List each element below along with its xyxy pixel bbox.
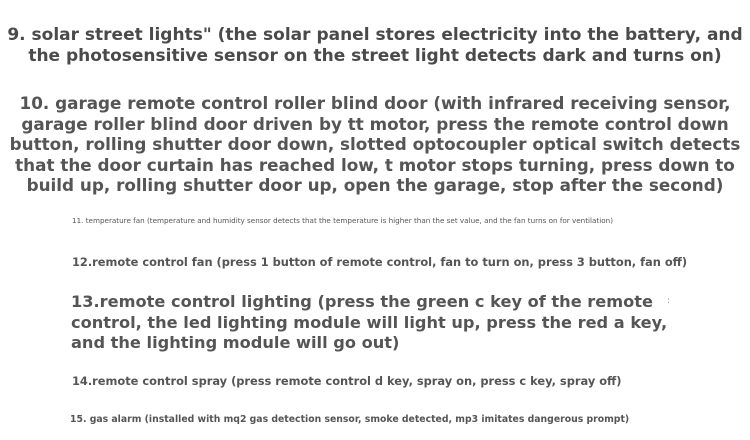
feature-item-14 [72,373,621,389]
feature-item-10-line-4: that the door curtain has reached low, t motor stops turning, press down to [15,154,735,175]
feature-item-13-line-1: 13.remote control lighting (press the green c key of the remote [71,292,653,311]
feature-item-10-line-2: garage roller blind door driven by tt motor, press the remote control down [21,113,729,134]
feature-item-10-line-5: build up, rolling shutter door up, open the garage, stop after the second) [26,175,724,195]
feature-item-13-line-3: and the lighting module will go out) [71,333,400,352]
feature-item-11 [72,216,613,226]
feature-item-13 [71,292,667,354]
feature-item-9 [0,25,750,67]
feature-item-10-line-3: button, rolling shutter door down, slotted optocoupler optical switch detects [9,134,741,154]
feature-item-10-line-1: 10. garage remote control roller blind door (with infrared receiving sensor, [19,93,731,113]
feature-item-10 [0,93,750,196]
feature-item-12-line-1: 12.remote control fan (press 1 button of remote control, fan to turn on, press 3 button, fan off) [72,255,688,269]
feature-item-14-line-1: 14.remote control spray (press remote control d key, spray on, press c key, spray off) [72,374,622,388]
stray-mark: : [667,296,671,306]
feature-item-15-line-1: 15. gas alarm (installed with mq2 gas detection sensor, smoke detected, mp3 imitates dangerous prompt) [70,414,630,425]
feature-item-12 [72,254,687,270]
feature-item-15 [70,413,629,427]
feature-item-9-line-2: the photosensitive sensor on the street light detects dark and turns on) [28,46,722,66]
feature-item-11-line-1: 11. temperature fan (temperature and humidity sensor detects that the temperature is higher than the set value, and the fan turns on for ventilation) [72,216,614,225]
feature-item-9-line-1: 9. solar street lights" (the solar panel stores electricity into the battery, and [7,25,743,45]
feature-item-13-line-2: control, the led lighting module will light up, press the red a key, [71,312,668,332]
